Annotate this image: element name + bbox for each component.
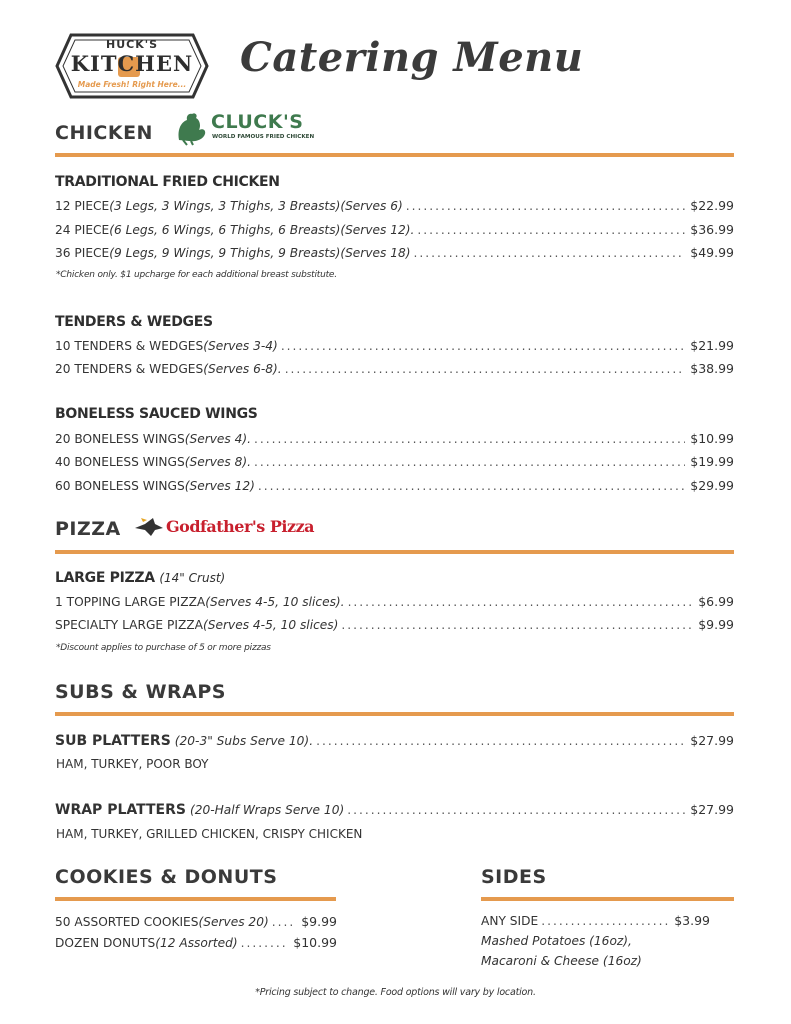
menu-item: WRAP PLATTERS (20-Half Wraps Serve 10) ..... $27.99 (55, 802, 734, 818)
cookies-divider (55, 897, 336, 901)
menu-item: ANY SIDE ..... $3.99 (481, 913, 710, 928)
menu-item: 60 BONELESS WINGS (Serves 12) ..... $29.99 (55, 478, 734, 493)
menu-item: 20 BONELESS WINGS (Serves 4). ..... $10.99 (55, 431, 734, 446)
section-title-subs: SUBS & WRAPS (55, 681, 226, 703)
footer-note: *Pricing subject to change. Food options will vary by location. (255, 987, 536, 998)
large-pizza-heading: LARGE PIZZA (14" Crust) (55, 570, 226, 586)
menu-item: 50 ASSORTED COOKIES (Serves 20) ..... $9.99 (55, 914, 337, 929)
godfathers-logo (133, 514, 323, 542)
pizza-divider (55, 550, 734, 554)
logo-line2: KITCHEN (70, 51, 194, 76)
wings-heading: BONELESS SAUCED WINGS (55, 406, 258, 422)
hucks-kitchen-logo (55, 33, 209, 99)
chicken-divider (55, 153, 734, 157)
menu-item: 20 TENDERS & WEDGES (Serves 6-8). ..... $38.99 (55, 361, 734, 376)
wrap-options: HAM, TURKEY, GRILLED CHICKEN, CRISPY CHICKEN (56, 827, 363, 841)
menu-item: 36 PIECE (9 Legs, 9 Wings, 9 Thighs, 9 Breasts)(Serves 18) ..... $49.99 (55, 245, 734, 260)
menu-item: 12 PIECE (3 Legs, 3 Wings, 3 Thighs, 3 Breasts)(Serves 6) ..... $22.99 (55, 198, 734, 213)
logo-line1: HUCK'S (105, 38, 159, 51)
menu-item: SUB PLATTERS (20-3" Subs Serve 10). ..... $27.99 (55, 733, 734, 749)
page-title: Catering Menu (240, 34, 584, 81)
menu-item: 24 PIECE (6 Legs, 6 Wings, 6 Thighs, 6 Breasts)(Serves 12). ..... $36.99 (55, 222, 734, 237)
sub-options: HAM, TURKEY, POOR BOY (56, 757, 209, 771)
pizza-footnote: *Discount applies to purchase of 5 or more pizzas (56, 643, 271, 653)
clucks-logo (173, 110, 313, 146)
rooster-icon (173, 110, 209, 146)
godfathers-brand-name: Godfather's Pizza (166, 517, 315, 536)
logo-tagline: Made Fresh! Right Here... (77, 80, 187, 89)
tenders-heading: TENDERS & WEDGES (55, 314, 213, 330)
subs-divider (55, 712, 734, 716)
menu-item: DOZEN DONUTS (12 Assorted) ..... $10.99 (55, 935, 337, 950)
side-option: Macaroni & Cheese (16oz) (481, 954, 642, 968)
godfather-hat-icon (133, 514, 165, 540)
section-title-chicken: CHICKEN (55, 122, 153, 144)
menu-item: 1 TOPPING LARGE PIZZA (Serves 4-5, 10 slices). ..... $6.99 (55, 594, 734, 609)
menu-item: 40 BONELESS WINGS (Serves 8). ..... $19.99 (55, 454, 734, 469)
section-title-pizza: PIZZA (55, 518, 121, 540)
sides-divider (481, 897, 734, 901)
side-option: Mashed Potatoes (16oz), (481, 934, 632, 948)
clucks-brand-tagline: WORLD FAMOUS FRIED CHICKEN (212, 134, 315, 140)
clucks-brand-name: CLUCK'S (211, 111, 304, 133)
section-title-cookies: COOKIES & DONUTS (55, 866, 278, 888)
section-title-sides: SIDES (481, 866, 547, 888)
menu-item: 10 TENDERS & WEDGES (Serves 3-4) ..... $21.99 (55, 338, 734, 353)
menu-item: SPECIALTY LARGE PIZZA (Serves 4-5, 10 slices) ..... $9.99 (55, 617, 734, 632)
chicken-footnote: *Chicken only. $1 upcharge for each additional breast substitute. (56, 270, 337, 280)
traditional-heading: TRADITIONAL FRIED CHICKEN (55, 174, 280, 190)
